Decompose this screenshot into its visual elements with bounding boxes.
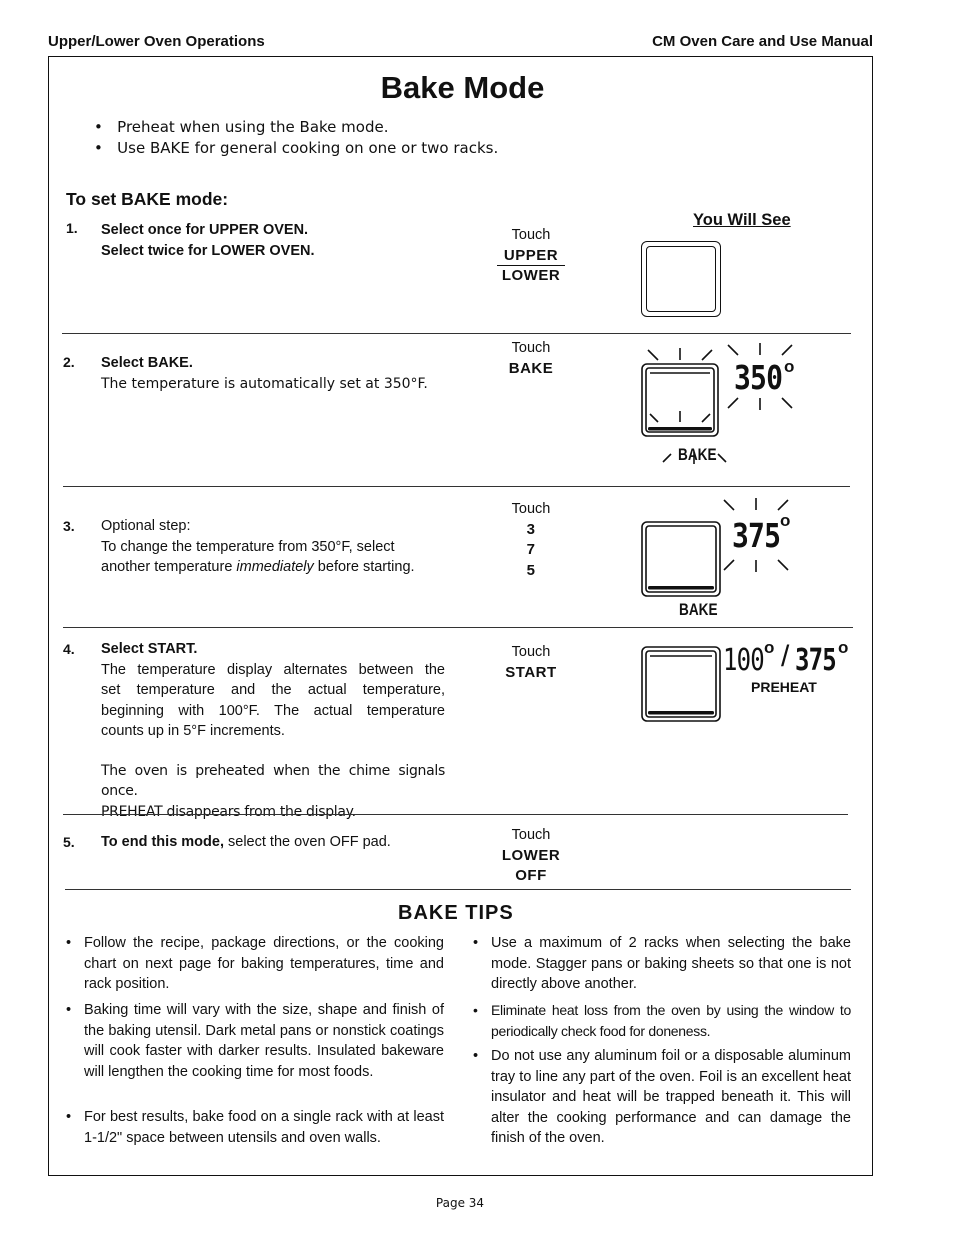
degree-symbol: o xyxy=(764,638,775,657)
step-3-text: Optional step: To change the temperature from 350°F, select another temperature immediately before starting. xyxy=(101,518,415,575)
step-2-touch: Touch BAKE xyxy=(471,338,591,379)
tip-item: • Use a maximum of 2 racks when selecting the bake mode. Stagger pans or baking sheets so that one is not directly above another. xyxy=(473,935,851,992)
bake-key[interactable]: BAKE xyxy=(508,359,554,377)
header-manual-title: CM Oven Care and Use Manual xyxy=(652,33,873,50)
tip-item: • Follow the recipe, package directions, or the cooking chart on next page for baking temperatures, time and rack position. xyxy=(66,935,444,992)
step-number: 5. xyxy=(63,834,75,850)
step-4-text: Select START. The temperature display alternates between the set temperature and the actual temperature, beginning with 100°F. The actual temperature counts up in 5°F increments. The oven is preheated when the chime signals once. PREHEAT disappears from the display. xyxy=(101,641,445,820)
tip-item: • Baking time will vary with the size, shape and finish of the baking utensil. Dark metal pans or nonstick coatings will cook faster with darker results. Insulated bakeware will lengthen the cooking time for most foods. xyxy=(66,1002,444,1080)
page-title: Bake Mode xyxy=(380,70,545,105)
step-number: 4. xyxy=(63,641,75,657)
step-1-touch: Touch UPPER LOWER xyxy=(471,225,591,287)
bake-tips-heading: BAKE TIPS xyxy=(398,902,514,924)
digit-7-key[interactable]: 7 xyxy=(526,541,536,558)
temperature-readout: 375 xyxy=(732,516,781,555)
temperature-readout: 350 xyxy=(734,358,783,397)
lower-key[interactable]: LOWER xyxy=(501,846,561,864)
slash: / xyxy=(781,640,790,673)
degree-symbol: o xyxy=(838,638,849,657)
step-number: 1. xyxy=(66,220,78,236)
preheat-display-box xyxy=(638,645,728,725)
tip-item: • For best results, bake food on a single rack with at least 1-1/2" space between utensils and oven walls. xyxy=(66,1109,444,1146)
lower-key[interactable]: LOWER xyxy=(501,267,561,284)
step-4-touch: Touch START xyxy=(471,642,591,683)
set-mode-heading: To set BAKE mode: xyxy=(66,189,229,209)
upper-key[interactable]: UPPER xyxy=(503,246,559,264)
degree-symbol: o xyxy=(780,511,791,530)
step-5-text: To end this mode, select the oven OFF pad. xyxy=(101,834,391,850)
start-key[interactable]: START xyxy=(505,663,557,681)
tip-item: • Eliminate heat loss from the oven by using the window to periodically check food for doneness. xyxy=(473,1002,851,1039)
off-key[interactable]: OFF xyxy=(515,867,547,884)
step-5-touch: Touch LOWER OFF xyxy=(471,825,591,887)
oven-display-blank xyxy=(641,241,721,317)
intro-bullet: • Use BAKE for general cooking on one or two racks. xyxy=(94,139,499,157)
set-temperature: 375 xyxy=(795,643,836,678)
bake-display-350 xyxy=(638,340,808,480)
tip-item: • Do not use any aluminum foil or a disposable aluminum tray to line any part of the oven. Foil is an excellent heat insulator and heat will be trapped beneath it. This will alter the cooking performance and can damage the finish of the oven. xyxy=(473,1048,851,1146)
header-section-title: Upper/Lower Oven Operations xyxy=(48,33,265,50)
you-will-see-heading: You Will See xyxy=(693,211,791,229)
actual-temperature: 100 xyxy=(723,643,764,678)
step-1-text: Select once for UPPER OVEN. Select twice for LOWER OVEN. xyxy=(101,222,315,259)
degree-symbol: o xyxy=(784,357,795,376)
bake-indicator: BAKE xyxy=(678,445,717,464)
intro-bullet: • Preheat when using the Bake mode. xyxy=(94,118,389,136)
step-3-touch: Touch 3 7 5 xyxy=(471,499,591,581)
step-2-text: Select BAKE. The temperature is automatically set at 350°F. xyxy=(101,355,428,392)
page-number: Page 34 xyxy=(435,1196,485,1210)
step-number: 3. xyxy=(63,518,75,534)
step-number: 2. xyxy=(63,354,75,370)
bake-indicator: BAKE xyxy=(679,600,718,619)
digit-5-key[interactable]: 5 xyxy=(526,561,536,579)
preheat-indicator: PREHEAT xyxy=(751,679,817,695)
digit-3-key[interactable]: 3 xyxy=(526,520,536,538)
